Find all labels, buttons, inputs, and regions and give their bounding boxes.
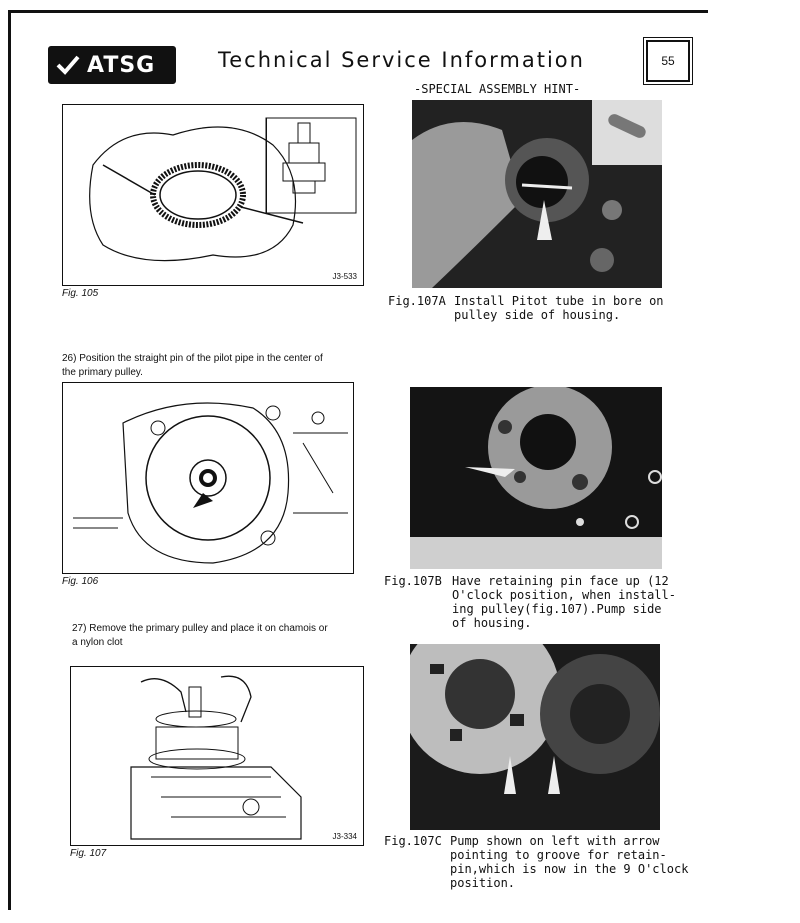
figure-107-code: J3-334 xyxy=(332,832,357,841)
figure-107c-line-4: position. xyxy=(450,876,516,890)
figure-107c-photo xyxy=(410,644,660,830)
figure-107b-line-4: of housing. xyxy=(452,616,532,630)
figure-106-label: Fig. 106 xyxy=(62,576,99,587)
checkmark-icon xyxy=(51,49,85,81)
figure-107a-label: Fig.107A xyxy=(388,294,446,308)
figure-107c-line-3: pin,which is now in the 9 O'clock xyxy=(450,862,689,876)
figure-107c-line-2: pointing to groove for retain- xyxy=(450,848,667,862)
top-border-rule xyxy=(8,10,708,13)
figure-107a-photo xyxy=(412,100,662,288)
logo-text: ATSG xyxy=(85,49,173,81)
figure-105-label: Fig. 105 xyxy=(62,288,99,299)
figure-107c-label: Fig.107C xyxy=(384,834,442,848)
figure-107-label: Fig. 107 xyxy=(70,848,107,859)
step-26-line-2: the primary pulley. xyxy=(62,367,143,378)
figure-107b-line-2: O'clock position, when install- xyxy=(452,588,676,602)
special-assembly-hint: -SPECIAL ASSEMBLY HINT- xyxy=(414,82,581,96)
step-27-line-2: a nylon clot xyxy=(72,637,123,648)
figure-106 xyxy=(62,382,354,574)
figure-107c-line-1: Pump shown on left with arrow xyxy=(450,834,660,848)
figure-105-code: J3-533 xyxy=(332,272,357,281)
figure-107a-line-1: Install Pitot tube in bore on xyxy=(454,294,664,308)
left-border-rule xyxy=(8,10,11,910)
atsg-logo xyxy=(48,46,176,84)
figure-105 xyxy=(62,104,364,286)
page-title: Technical Service Information xyxy=(218,48,585,72)
figure-107b-photo xyxy=(410,387,662,569)
figure-107a-caption xyxy=(388,294,688,322)
figure-107 xyxy=(70,666,364,846)
step-27-text xyxy=(72,622,328,650)
step-26-line-1: 26) Position the straight pin of the pilot pipe in the center of xyxy=(62,353,323,364)
figure-107b-caption xyxy=(384,574,684,630)
page-number: 55 xyxy=(646,40,690,82)
figure-107b-line-1: Have retaining pin face up (12 xyxy=(452,574,669,588)
figure-107b-line-3: ing pulley(fig.107).Pump side xyxy=(452,602,662,616)
figure-107c-caption xyxy=(384,834,694,890)
step-27-line-1: 27) Remove the primary pulley and place it on chamois or xyxy=(72,623,328,634)
figure-107a-line-2: pulley side of housing. xyxy=(454,308,621,322)
figure-107b-label: Fig.107B xyxy=(384,574,442,588)
step-26-text xyxy=(62,352,323,380)
